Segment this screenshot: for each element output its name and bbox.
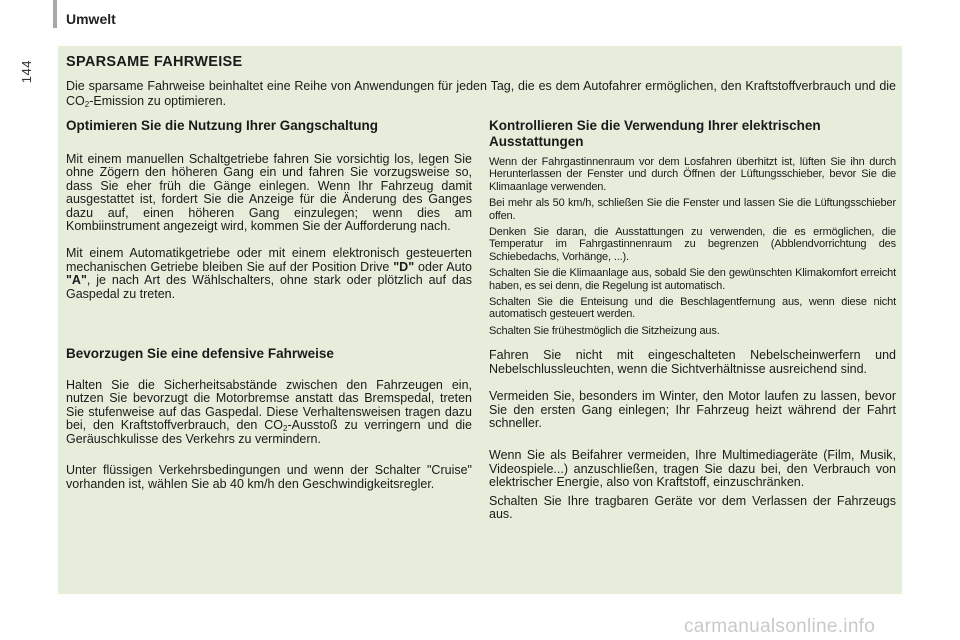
page-number: 144	[19, 60, 34, 84]
temperature-equipment-paragraph: Denken Sie daran, die Ausstattungen zu verwenden, die es ermöglichen, die Temperatur im Fahrgastinnenraum zu begrenzen (Abblendvorrichtung des Schiebedachs, Vorhänge, ...).	[489, 226, 896, 263]
main-title: SPARSAME FAHRWEISE	[66, 54, 243, 70]
gear-manual-paragraph: Mit einem manuellen Schaltgetriebe fahren Sie vorsichtig los, legen Sie ohne Zögern den höheren Gang ein und fahren Sie vorzugsweise so, dass Sie eher früh die Gänge einlegen. Wenn Ihr Fahrzeug damit ausgestattet ist, fordert Sie die Anzeige für die Änderung des Ganges dazu auf, einen höheren Gang einzulegen; wenn dies am Kombiinstrument angezeigt wird, kommen Sie der Aufforderung nach.	[66, 152, 472, 234]
defensive-heading: Bevorzugen Sie eine defensive Fahrweise	[66, 346, 334, 362]
seat-heating-paragraph: Schalten Sie frühestmöglich die Sitzheizung aus.	[489, 324, 720, 337]
cruise-paragraph: Unter flüssigen Verkehrsbedingungen und wenn der Schalter "Cruise" vorhanden ist, wählen Sie ab 40 km/h den Geschwindigkeitsregler.	[66, 463, 472, 491]
fog-lights-paragraph: Fahren Sie nicht mit eingeschalteten Nebelscheinwerfern und Nebelschlussleuchten, wenn die Sichtverhältnisse ausreichend sind.	[489, 348, 896, 376]
gear-automatic-text-end: , je nach Art des Wählschalters, ohne stark oder plötzlich auf das Gaspedal zu treten.	[66, 273, 472, 301]
gear-automatic-text: Mit einem Automatikgetriebe oder mit einem elektronisch gesteuerten mechanischen Getriebe bleiben Sie auf der Position Drive	[66, 246, 472, 274]
speed-windows-paragraph: Bei mehr als 50 km/h, schließen Sie die Fenster und lassen Sie die Lüftungsschieber offen.	[489, 197, 896, 222]
co2-subscript: 2	[84, 99, 90, 109]
intro-paragraph	[66, 79, 896, 108]
portable-devices-paragraph: Schalten Sie Ihre tragbaren Geräte vor dem Verlassen der Fahrzeugs aus.	[489, 493, 896, 521]
air-conditioning-paragraph: Schalten Sie die Klimaanlage aus, sobald Sie den gewünschten Klimakomfort erreicht haben, es sei denn, die Regelung ist automatisch.	[489, 267, 896, 292]
defensive-text: Halten Sie die Sicherheitsabstände zwischen den Fahrzeugen ein, nutzen Sie bevorzugt die Motorbremse anstatt das Bremspedal, treten Sie stufenweise auf das Gaspedal. Diese Verhaltensweisen tragen dazu bei, den Kraftstoffverbrauch, den CO	[66, 378, 472, 433]
gear-heading: Optimieren Sie die Nutzung Ihrer Gangschaltung	[66, 118, 379, 133]
intro-text: Die sparsame Fahrweise beinhaltet eine Reihe von Anwendungen für jeden Tag, die es dem Autofahrer ermöglichen, den Kraftstoffverbrauch und die CO	[66, 79, 896, 108]
auto-position-label: "A"	[66, 273, 87, 288]
defensive-paragraph	[66, 379, 472, 446]
section-label: Umwelt	[66, 11, 116, 27]
multimedia-paragraph: Wenn Sie als Beifahrer vermeiden, Ihre Multimediageräte (Film, Musik, Videospiele...) anzuschließen, tragen Sie dazu bei, den Verbrauch von elektrischer Energie, also von Kraftstoff, einzuschränken.	[489, 448, 896, 490]
gear-automatic-paragraph	[66, 247, 472, 301]
electrical-heading: Kontrollieren Sie die Verwendung Ihrer elektrischen Ausstattungen	[489, 118, 821, 149]
intro-text-end: -Emission zu optimieren.	[89, 93, 227, 108]
defensive-text-end: -Ausstoß zu verringern und die Geräuschkulisse des Verkehrs zu vermindern.	[66, 418, 473, 446]
defrost-paragraph: Schalten Sie die Enteisung und die Beschlagentfernung aus, wenn diese nicht automatisch gesteuert werden.	[489, 296, 896, 321]
engine-warmup-paragraph: Vermeiden Sie, besonders im Winter, den Motor laufen zu lassen, bevor Sie den ersten Gang einlegen; Ihr Fahrzeug heizt während der Fahrt schneller.	[489, 389, 896, 430]
left-column	[66, 118, 472, 491]
co2-subscript: 2	[283, 424, 288, 434]
right-column	[489, 118, 896, 521]
gear-automatic-text-mid: oder Auto	[414, 259, 472, 274]
ventilation-paragraph: Wenn der Fahrgastinnenraum vor dem Losfahren überhitzt ist, lüften Sie ihn durch Herunterlassen der Fenster und durch Öffnen der Lüftungsschieber, bevor Sie die Klimaanlage verwenden.	[489, 156, 896, 193]
drive-position-label: "D"	[393, 259, 415, 274]
section-side-bar	[53, 0, 57, 28]
watermark: carmanualsonline.info	[684, 616, 876, 637]
